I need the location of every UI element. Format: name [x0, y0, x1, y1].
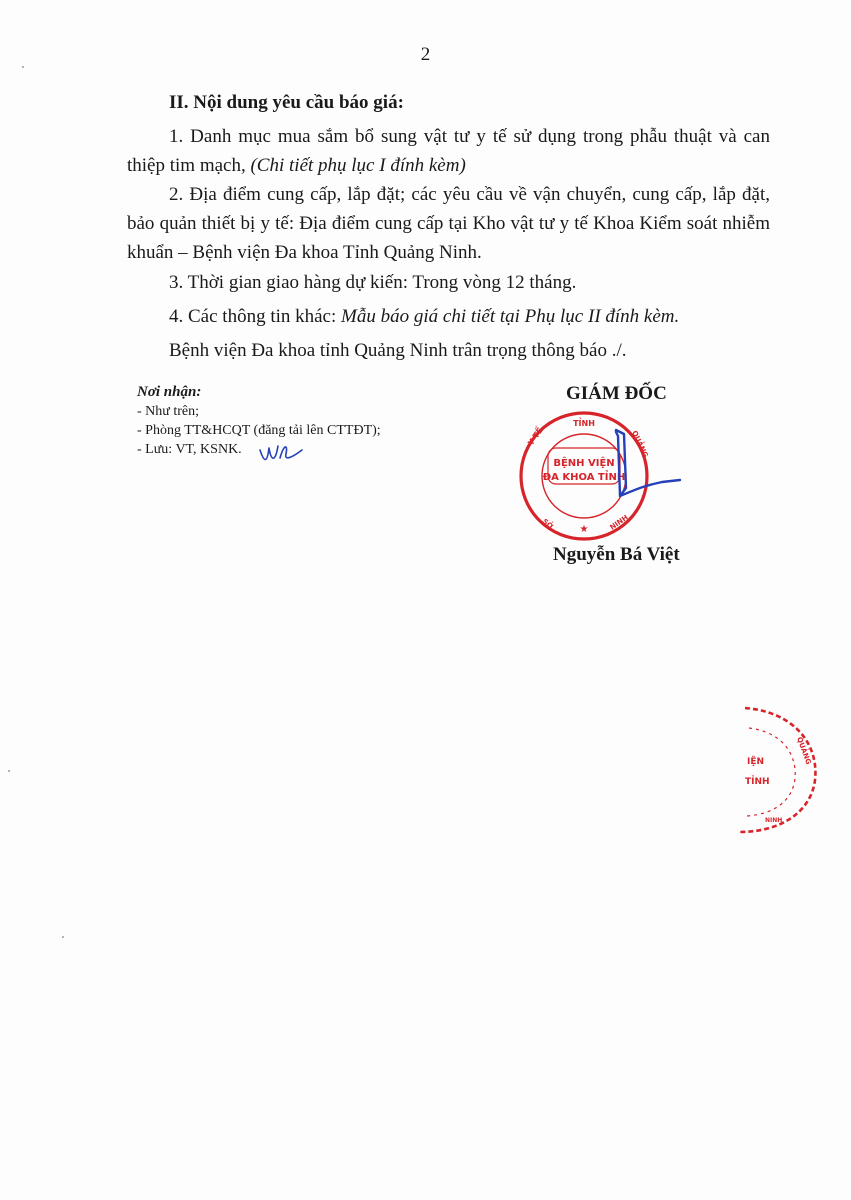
seal-right-arc: QUẢNG [630, 429, 650, 459]
partial-seal-right-arc: QUẢNG [795, 735, 813, 766]
recipient-line: - Như trên; [137, 404, 200, 419]
recipients-label: Nơi nhận: [137, 384, 202, 400]
seal-left-arc: Y TẾ [526, 426, 545, 448]
partial-seal-line-2: TỈNH [745, 777, 770, 787]
item-4-italic: Mẫu báo giá chi tiết tại Phụ lục II đính kèm. [341, 306, 680, 327]
seal-bottom-left-arc: SỞ [540, 517, 555, 531]
seal-top-arc: TỈNH [573, 419, 595, 428]
recipient-line: - Phòng TT&HCQT (đăng tải lên CTTĐT); [137, 423, 381, 438]
official-seal [512, 406, 688, 546]
item-4-text: 4. Các thông tin khác: [169, 306, 342, 327]
item-3 [127, 268, 770, 297]
closing-line [127, 336, 770, 365]
item-4 [127, 302, 770, 331]
item-1-text: 1. Danh mục mua sắm bổ sung vật tư y tế sử dụng trong phẫu thuật và can thiệp tim mạch, [127, 126, 770, 176]
item-2-text: 2. Địa điểm cung cấp, lắp đặt; các yêu cầu về vận chuyển, cung cấp, lắp đặt, bảo quản thiết bị y tế: Địa điểm cung cấp tại Kho vật tư y tế Khoa Kiểm soát nhiễm khuẩn – Bệnh viện Đa khoa Tỉnh Quảng Ninh. [127, 184, 770, 263]
seal-star: ★ [579, 524, 589, 535]
page-number: 2 [420, 44, 431, 65]
section-heading: II. Nội dung yêu cầu báo giá: [169, 92, 404, 113]
director-title: GIÁM ĐỐC [566, 383, 667, 404]
item-1-italic: (Chi tiết phụ lục I đính kèm) [250, 155, 466, 176]
scan-speck [8, 770, 10, 772]
partial-seal-edge [735, 700, 825, 840]
director-signature [616, 430, 680, 496]
scan-speck [22, 66, 24, 68]
seal-line-2: ĐA KHOA TỈNH [542, 472, 626, 483]
recipient-line: - Lưu: VT, KSNK. [137, 442, 242, 457]
partial-seal-line-1: IỆN [747, 757, 765, 767]
signer-name: Nguyễn Bá Việt [553, 544, 680, 565]
closing-text: Bệnh viện Đa khoa tỉnh Quảng Ninh trân trọng thông báo ./. [169, 340, 627, 361]
seal-bottom-right-arc: NINH [608, 513, 630, 532]
item-1 [127, 122, 770, 180]
item-3-text: 3. Thời gian giao hàng dự kiến: Trong vòng 12 tháng. [169, 272, 577, 293]
item-2 [127, 180, 770, 267]
partial-seal-bottom-arc: NINH [765, 817, 783, 824]
seal-line-1: BỆNH VIỆN [553, 458, 615, 469]
initials-handwriting [258, 440, 308, 470]
scan-speck [62, 936, 64, 938]
